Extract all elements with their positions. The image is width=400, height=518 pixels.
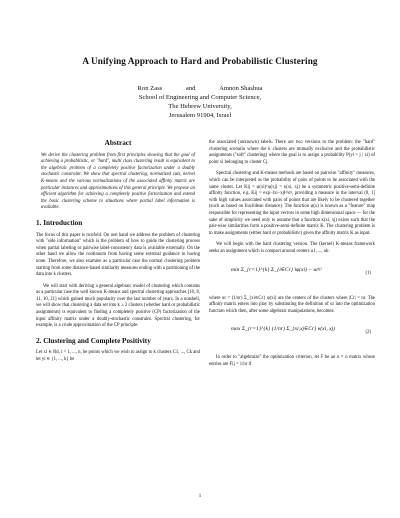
- equation-1: [209, 261, 375, 291]
- right-paragraph-2: Spectral clustering and K-means methods are based on pairwise "affinity" measures, which can be interpreted as the probability of pairs of points to be associated with the same cluster. Let Kij = φ(xi)ᵀφ(xj) = κ(xi, xj) be a symmetric positive-semi-definite affinity function, e.g. Kij = exp−‖xi−xj‖²/σ², providing a measure in the interval (0, 1] with high values associated with pairs of points that are likely to be clustered together (such as based on Euclidean distance). The function φ(x) is known as a "feature" map responsible for representing the input vectors in some high dimensional space — for the sake of simplicity we need only to assume that a function κ(xi, xj) exists such that the pair-wise similarities form a positive-semi-definite matrix K. The clustering problem is to make assignments (either hard or probabilistic) given the affinity matrix K as input.: [209, 171, 375, 236]
- affiliation-line-2: The Hebrew University,: [168, 103, 232, 110]
- abstract-heading: Abstract: [104, 139, 132, 147]
- page-number: 1: [198, 494, 202, 499]
- affiliation-line-1: School of Engineering and Computer Science,: [138, 94, 262, 101]
- equation-2-number: (2): [365, 330, 371, 336]
- equation-2: [209, 320, 375, 350]
- equation-1-body: min Σ_{r=1}^{k} Σ_{i∈Cr} ‖φ(xi) − ur‖²: [231, 266, 322, 273]
- author-2: Amnon Shashua: [219, 85, 263, 92]
- equation-2-body: max Σ_{r=1}^{k} (1/nr) Σ_{xi,xj∈Cr} κ(xi, xj): [231, 326, 336, 333]
- right-paragraph-3: We will begin with the hard clustering version. The (kernel) K-means framework seeks an assignment which is compact around centers u1, ..., uk:: [209, 242, 375, 254]
- author-1: Ron Zass: [137, 85, 163, 92]
- section-1-paragraph-1: The focus of this paper is twofold. On one hand we address the problem of clustering with "side information" which is the problem of how to guide the clustering process when partial labeling or pairwise label-consistency data is available externally. On the other hand we allow the continuum from having some external guidance to having none. Therefore, we also examine as a particular case the normal clustering problem starting from some distance-based similarity measures ending with a partitioning of the data into k clusters.: [36, 232, 200, 278]
- right-paragraph-4: where ur = (1/nr) Σ_{xi∈Cr} φ(xi) are the centers of the clusters where |Cr| = nr. The affinity matrix enters into play by substituting the definition of ur into the optimization function which then, after some algebraic manipulations, becomes:: [209, 295, 375, 314]
- abstract-text: We derive the clustering problem from first principles showing that the goal of achieving a probabilistic, or "hard", multi class clustering result is equivalent to the algebraic problem of a completely positive factorization under a doubly stochastic constraint. We show that spectral clustering, normalized cuts, kernel K-means and the various normalizations of the associated affinity matrix are particular instances and approximations of this general principle. We propose an efficient algorithm for achieving a completely positive factorization and extend the basic clustering scheme to situations where partial label information is available.: [41, 152, 195, 211]
- right-paragraph-1: the associated (unknown) labels. There are two versions to the problem: the "hard" clustering scenario where the k clusters are mutually exclusive and the probabilistic assignments ("soft" clustering) where the goal is to assign a probability P(yi = j | xi) of point xi belonging to cluster Cj.: [209, 140, 375, 165]
- section-1-paragraph-2: We will start with deriving a general algebraic model of clustering which contains as a particular case the well known K-means and spectral clustering approaches [16, 8, 11, 10, 21] which gained much popularity over the last number of years. In a nutshell, we will show that clustering a data set into k ≥ 2 clusters (whether hard or probabilistic assignments) is equivalent to finding a completely positive (CP) factorization of the input affinity matrix under a doubly-stochastic constraint. Spectral clustering, for example, is a crude approximation of the CP principle.: [36, 283, 200, 329]
- right-column: [209, 140, 375, 373]
- affiliation-line-3: Jerusalem 91904, Israel: [168, 112, 232, 119]
- section-1-heading: 1. Introduction: [36, 218, 83, 227]
- author-block: [0, 84, 400, 120]
- left-column: [36, 140, 200, 369]
- right-paragraph-5: In order to "algebraize" the optimization criterion, let F be an n × n matrix whose entries are Fij = 1/nr if: [209, 355, 375, 367]
- author-names: [0, 84, 400, 93]
- section-2-paragraph-1: Let xi ∈ Rd, i = 1, ..., n, be points which we wish to assign to k clusters C1, ..., Ck and let yi ∈ {1, ..., k} be: [36, 350, 200, 363]
- equation-1-number: (1): [365, 270, 371, 276]
- section-2-heading: 2. Clustering and Complete Positivity: [36, 336, 151, 345]
- paper-title: A Unifying Approach to Hard and Probabilistic Clustering: [82, 56, 318, 66]
- author-conjunction: and: [185, 85, 196, 92]
